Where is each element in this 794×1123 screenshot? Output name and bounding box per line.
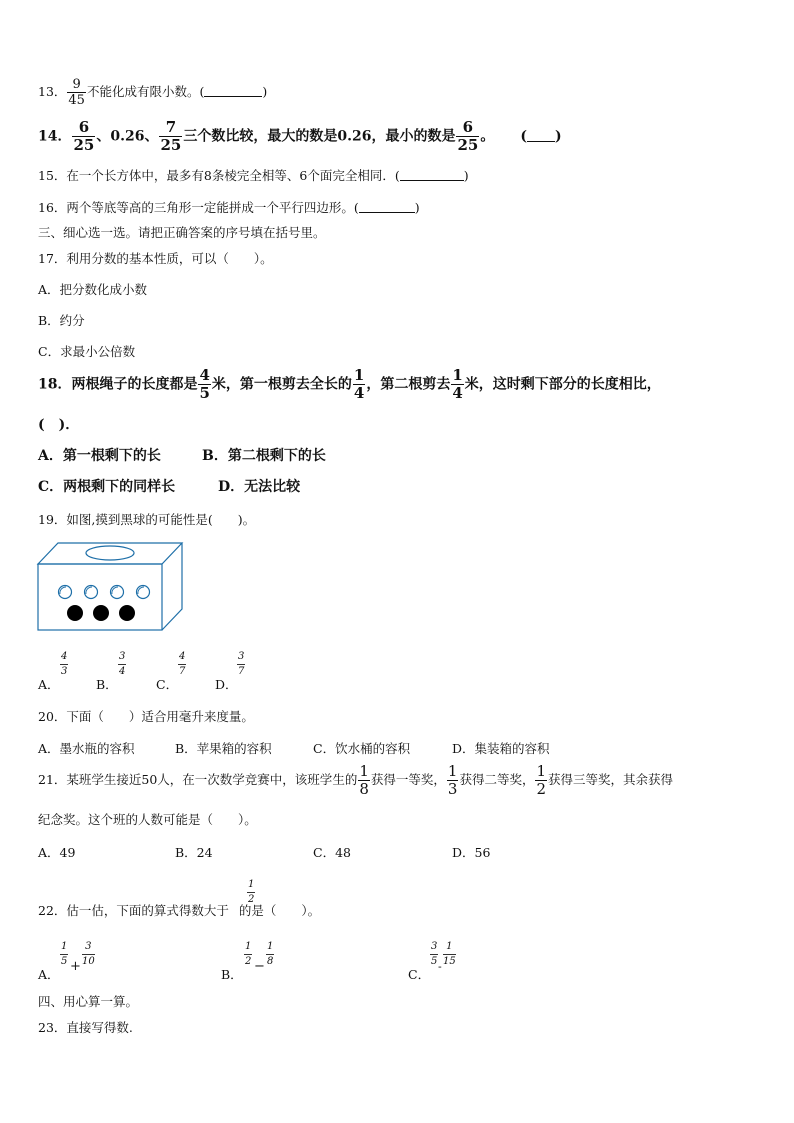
question-16: 16．两个等底等高的三角形一定能拼成一个平行四边形。( ): [38, 200, 420, 215]
answer-blank[interactable]: [527, 130, 555, 142]
question-21-line-2: 纪念奖。这个班的人数可能是（ ）。: [38, 812, 257, 827]
option-b[interactable]: B．: [221, 967, 243, 982]
plus-sign: +: [70, 959, 81, 974]
answer-paren: ( )．: [38, 417, 80, 433]
option-c[interactable]: C．饮水桶的容积: [313, 741, 411, 756]
fraction-1-2: $\frac{1}{2}$: [245, 941, 252, 967]
option-d[interactable]: D．无法比较: [218, 479, 301, 495]
option-c[interactable]: C．48: [313, 845, 351, 860]
option-a[interactable]: A．把分数化成小数: [38, 282, 148, 297]
answer-blank[interactable]: [400, 169, 464, 181]
answer-blank[interactable]: [204, 85, 262, 97]
option-a[interactable]: A．: [38, 677, 60, 692]
black-ball: [93, 605, 109, 621]
option-a[interactable]: A．: [38, 967, 60, 982]
fraction-9-45: $\frac{9}{45}$: [68, 77, 85, 108]
question-number: 14．: [38, 128, 72, 145]
fraction-3-7: $\frac{3}{7}$: [238, 651, 245, 677]
section-3-heading: 三、细心选一选。请把正确答案的序号填在括号里。: [38, 225, 326, 240]
answer-blank[interactable]: [359, 201, 415, 213]
question-number: 13．: [38, 84, 67, 99]
option-c[interactable]: C．: [156, 677, 179, 692]
option-b[interactable]: B．: [96, 677, 118, 692]
fraction-3-4: $\frac{3}{4}$: [119, 651, 126, 677]
option-b[interactable]: B．约分: [38, 313, 85, 328]
minus-sign: -: [438, 960, 442, 973]
fraction-4-7: $\frac{4}{7}$: [179, 651, 186, 677]
fraction-1-15: $\frac{1}{15}$: [443, 941, 456, 967]
question-13: 13． $\frac{9}{45}$ 不能化成有限小数。( ): [38, 77, 268, 108]
option-c[interactable]: C．求最小公倍数: [38, 344, 136, 359]
question-19: 19．如图,摸到黑球的可能性是( )。: [38, 512, 256, 527]
question-20: 20．下面（ ）适合用毫升来度量。: [38, 709, 254, 724]
minus-sign: −: [254, 959, 265, 974]
question-text: 不能化成有限小数。(: [86, 84, 205, 99]
question-22: 22．估一估，下面的算式得数大于 的是（ ）。: [38, 903, 321, 918]
option-b[interactable]: B．第二根剩下的长: [202, 448, 326, 464]
option-d[interactable]: D．: [215, 677, 238, 692]
question-21: 21．某班学生接近50人，在一次数学竞赛中，该班学生的 $\frac{1}{8}$ 获得一等奖， $\frac{1}{3}$ 获得二等奖， $\frac{1}{2}$ 获得三等奖，其余获得: [38, 762, 674, 798]
box-opening: [86, 546, 134, 560]
fraction-1-8: $\frac{1}{8}$: [359, 762, 369, 798]
option-a[interactable]: A．墨水瓶的容积: [38, 741, 135, 756]
question-18: 18．两根绳子的长度都是 $\frac{4}{5}$ 米，第一根剪去全长的 $\frac{1}{4}$ ，第二根剪去 $\frac{1}{4}$ 米，这时剩下部分的长度相比，: [38, 366, 661, 402]
fraction-1-2: $\frac{1}{2}$: [536, 762, 546, 798]
section-4-heading: 四、用心算一算。: [38, 994, 139, 1009]
question-23: 23．直接写得数.: [38, 1020, 133, 1035]
fraction-1-4: $\frac{1}{4}$: [353, 366, 365, 402]
question-15: 15．在一个长方体中，最多有8条棱完全相等、6个面完全相同．( ): [38, 168, 469, 183]
option-a[interactable]: A．49: [38, 845, 76, 860]
black-ball: [67, 605, 83, 621]
fraction-4-5: $\frac{4}{5}$: [199, 366, 210, 402]
fraction-6-25: $\frac{6}{25}$: [73, 118, 95, 154]
option-c[interactable]: C．: [408, 967, 431, 982]
fraction-1-8: $\frac{1}{8}$: [267, 941, 274, 967]
option-d[interactable]: D．集装箱的容积: [452, 741, 550, 756]
option-d[interactable]: D．56: [452, 845, 491, 860]
option-a[interactable]: A．第一根剩下的长: [38, 448, 161, 464]
fraction-1-3: $\frac{1}{3}$: [447, 762, 458, 798]
fraction-4-3: $\frac{4}{3}$: [61, 651, 68, 677]
option-b[interactable]: B．24: [175, 845, 213, 860]
option-c[interactable]: C．两根剩下的同样长: [38, 479, 176, 495]
fraction-3-10: $\frac{3}{10}$: [82, 941, 95, 967]
question-14: 14． $\frac{6}{25}$ 、0.26、 $\frac{7}{25}$ 三个数比较，最大的数是0.26，最小的数是 $\frac{6}{25}$ 。 ( ): [38, 118, 562, 154]
ball-box-figure: [36, 540, 186, 632]
fraction-1-4: $\frac{1}{4}$: [452, 366, 463, 402]
black-ball: [119, 605, 135, 621]
box-side-face: [162, 543, 182, 630]
fraction-1-5: $\frac{1}{5}$: [61, 941, 68, 967]
fraction-3-5: $\frac{3}{5}$: [431, 941, 438, 967]
question-17: 17．利用分数的基本性质，可以（ ）。: [38, 251, 273, 266]
fraction-6-25: $\frac{6}{25}$: [457, 118, 479, 154]
option-b[interactable]: B．苹果箱的容积: [175, 741, 272, 756]
fraction-7-25: $\frac{7}{25}$: [160, 118, 182, 154]
fraction-1-2: $\frac{1}{2}$: [248, 879, 255, 905]
